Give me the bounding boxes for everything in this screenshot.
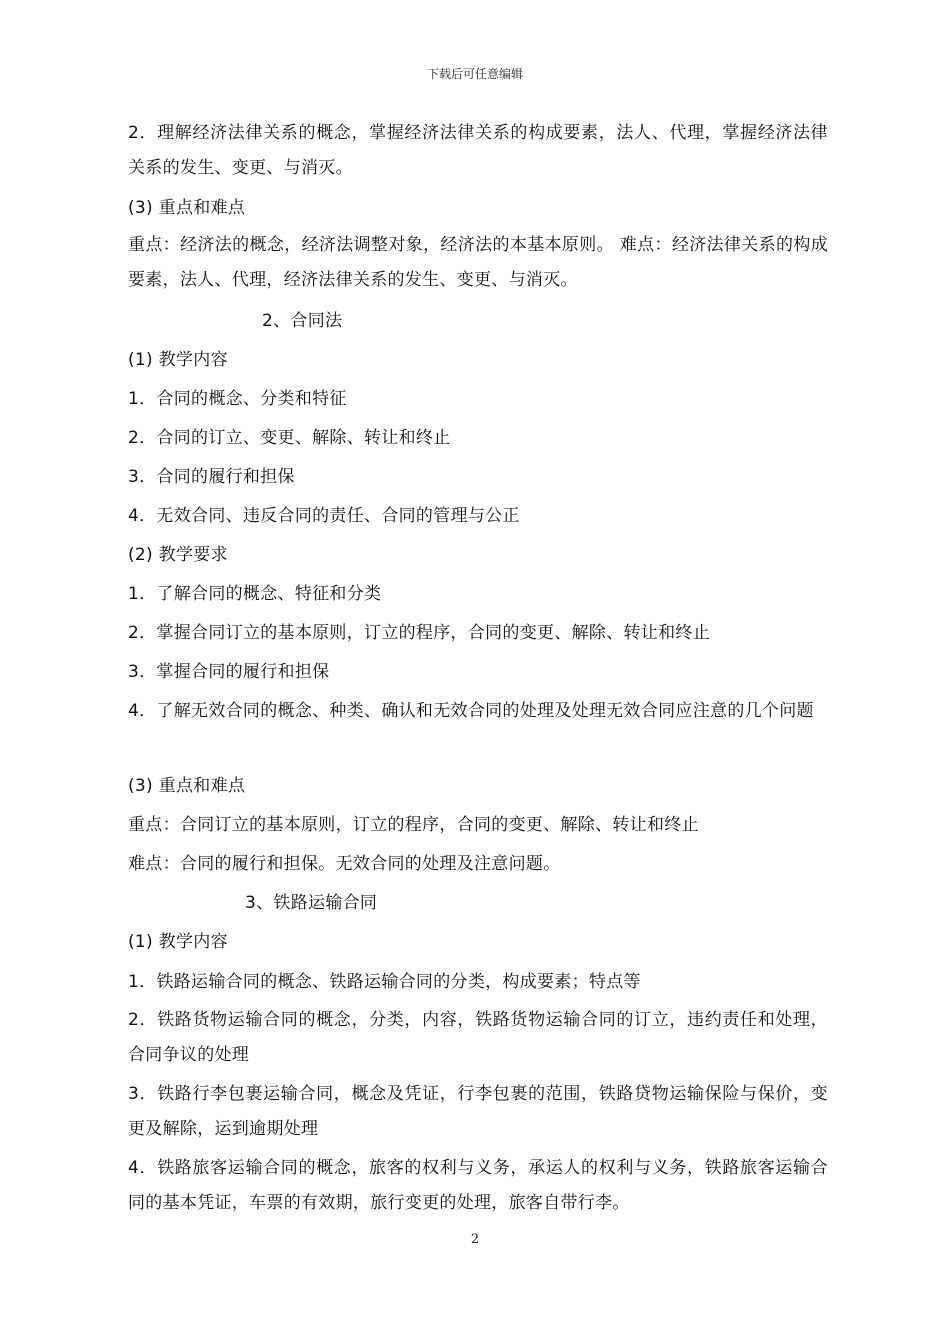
section-subheading: (3) 重点和难点 xyxy=(128,776,246,796)
list-item: 4．无效合同、违反合同的责任、合同的管理与公正 xyxy=(128,506,520,526)
list-item: 2．掌握合同订立的基本原则，订立的程序，合同的变更、解除、转让和终止 xyxy=(128,623,711,643)
section-heading: 2、合同法 xyxy=(262,311,343,331)
list-item: 3．合同的履行和担保 xyxy=(128,467,295,487)
paragraph: 重点：经济法的概念，经济法调整对象，经济法的本基本原则。 难点：经济法律关系的构成要素，法人、代理，经济法律关系的发生、变更、与消灭。 xyxy=(128,235,828,290)
section-subheading: (2) 教学要求 xyxy=(128,545,228,565)
paragraph: 难点：合同的履行和担保。无效合同的处理及注意问题。 xyxy=(128,854,561,874)
list-item: 1．了解合同的概念、特征和分类 xyxy=(128,584,382,604)
page-number: 2 xyxy=(470,1232,480,1247)
list-item: 4．了解无效合同的概念、种类、确认和无效合同的处理及处理无效合同应注意的几个问题 xyxy=(128,701,814,721)
list-item: 4．铁路旅客运输合同的概念，旅客的权利与义务，承运人的权利与义务，铁路旅客运输合同的基本凭证，车票的有效期，旅行变更的处理，旅客自带行李。 xyxy=(128,1158,828,1213)
page-header: 下载后可任意编辑 xyxy=(426,67,523,81)
list-item: 3．铁路行李包裹运输合同，概念及凭证，行李包裹的范围，铁路贷物运输保险与保价，变更及解除，运到逾期处理 xyxy=(128,1084,828,1139)
section-subheading: (1) 教学内容 xyxy=(128,932,228,952)
section-subheading: (3) 重点和难点 xyxy=(128,198,246,218)
paragraph: 重点：合同订立的基本原则，订立的程序，合同的变更、解除、转让和终止 xyxy=(128,815,699,835)
list-item: 1．合同的概念、分类和特征 xyxy=(128,389,347,409)
section-subheading: (1) 教学内容 xyxy=(128,350,228,370)
list-item: 2．铁路货物运输合同的概念，分类，内容，铁路货物运输合同的订立，违约责任和处理，合同争议的处理 xyxy=(128,1010,828,1065)
list-item: 3．掌握合同的履行和担保 xyxy=(128,662,330,682)
paragraph: 2．理解经济法律关系的概念，掌握经济法律关系的构成要素，法人、代理，掌握经济法律关系的发生、变更、与消灭。 xyxy=(128,123,828,178)
section-heading: 3、铁路运输合同 xyxy=(245,893,378,913)
list-item: 2．合同的订立、变更、解除、转让和终止 xyxy=(128,428,451,448)
list-item: 1．铁路运输合同的概念、铁路运输合同的分类，构成要素；特点等 xyxy=(128,972,641,992)
